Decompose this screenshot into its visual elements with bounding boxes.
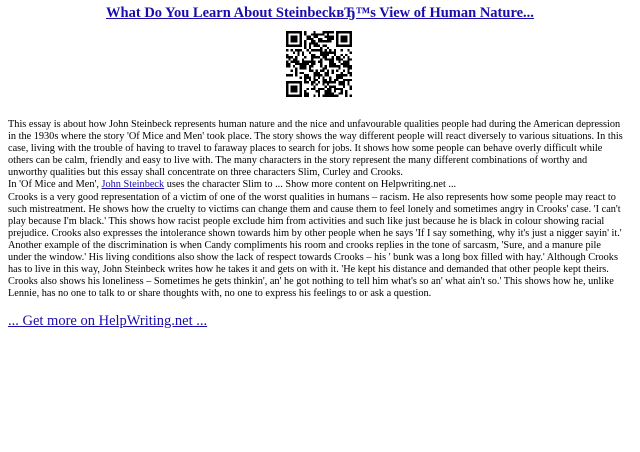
article-paragraph-intro: This essay is about how John Steinbeck represents human nature and the nice and unfavourable qualities people had during the American depression in the 1930s where the story 'Of Mice and Men' took place. The story shows the way different people will react diversely to various situations. In this case, living with the trouble of having to travel to faraway places to search for jobs. It shows how some people can behave overly difficult while others can be calm, friendly and easy to live with. The many characters in the story represent the many different combinations of worthy and unworthy qualities but this essay shall concentrate on three characters Slim, Curley and Crooks. xyxy=(8,119,623,179)
article-paragraph-crooks: Crooks is a very good representation of a victim of one of the worst qualities in humans – racism. He also represents how some people may react to such mistreatment. He shows how the cruelty to victims can change them and cause them to feel lonely and sometimes angry in Crooks' case. 'I can't play because I'm black.' This shows how racist people exclude him from activities and such like just because he is black in colour showing racial prejudice. Crooks also expresses the intolerance shown towards him by other people when he says 'If I say something, why it's just a nigger sayin' it.' Another example of the discrimination is when Candy compliments his room and crooks replies in the tone of sarcasm, 'Sure, and a manure pile under the window.' His living conditions also show the lack of respect towards Crooks – his ' bunk was a long box filled with hay.' Although Crooks has to live in this way, John Steinbeck writes how he takes it and gets on with it. 'He kept his distance and demanded that other people kept theirs. Crooks also shows his loneliness – Sometimes he gets thinkin', an' he got nothing to tell him what's so an' what ain't so.' This shows how he, unlike Lennie, has no one to talk to or share thoughts with, no one to express his feelings to or ask a question. xyxy=(8,191,622,300)
paragraph-text-lead: In 'Of Mice and Men', xyxy=(8,179,102,191)
john-steinbeck-link[interactable]: John Steinbeck xyxy=(101,179,165,191)
get-more-link[interactable]: ... Get more on HelpWriting.net ... xyxy=(8,313,208,329)
article-body xyxy=(8,119,624,300)
document-title-link[interactable]: What Do You Learn About SteinbeckвЂ™s View of Human Nature... xyxy=(106,5,534,21)
paragraph-text-tail: uses the character Slim to ... Show more content on Helpwriting.net ... xyxy=(164,179,457,191)
qr-code-icon xyxy=(286,31,352,97)
article-paragraph-slim xyxy=(8,179,624,191)
